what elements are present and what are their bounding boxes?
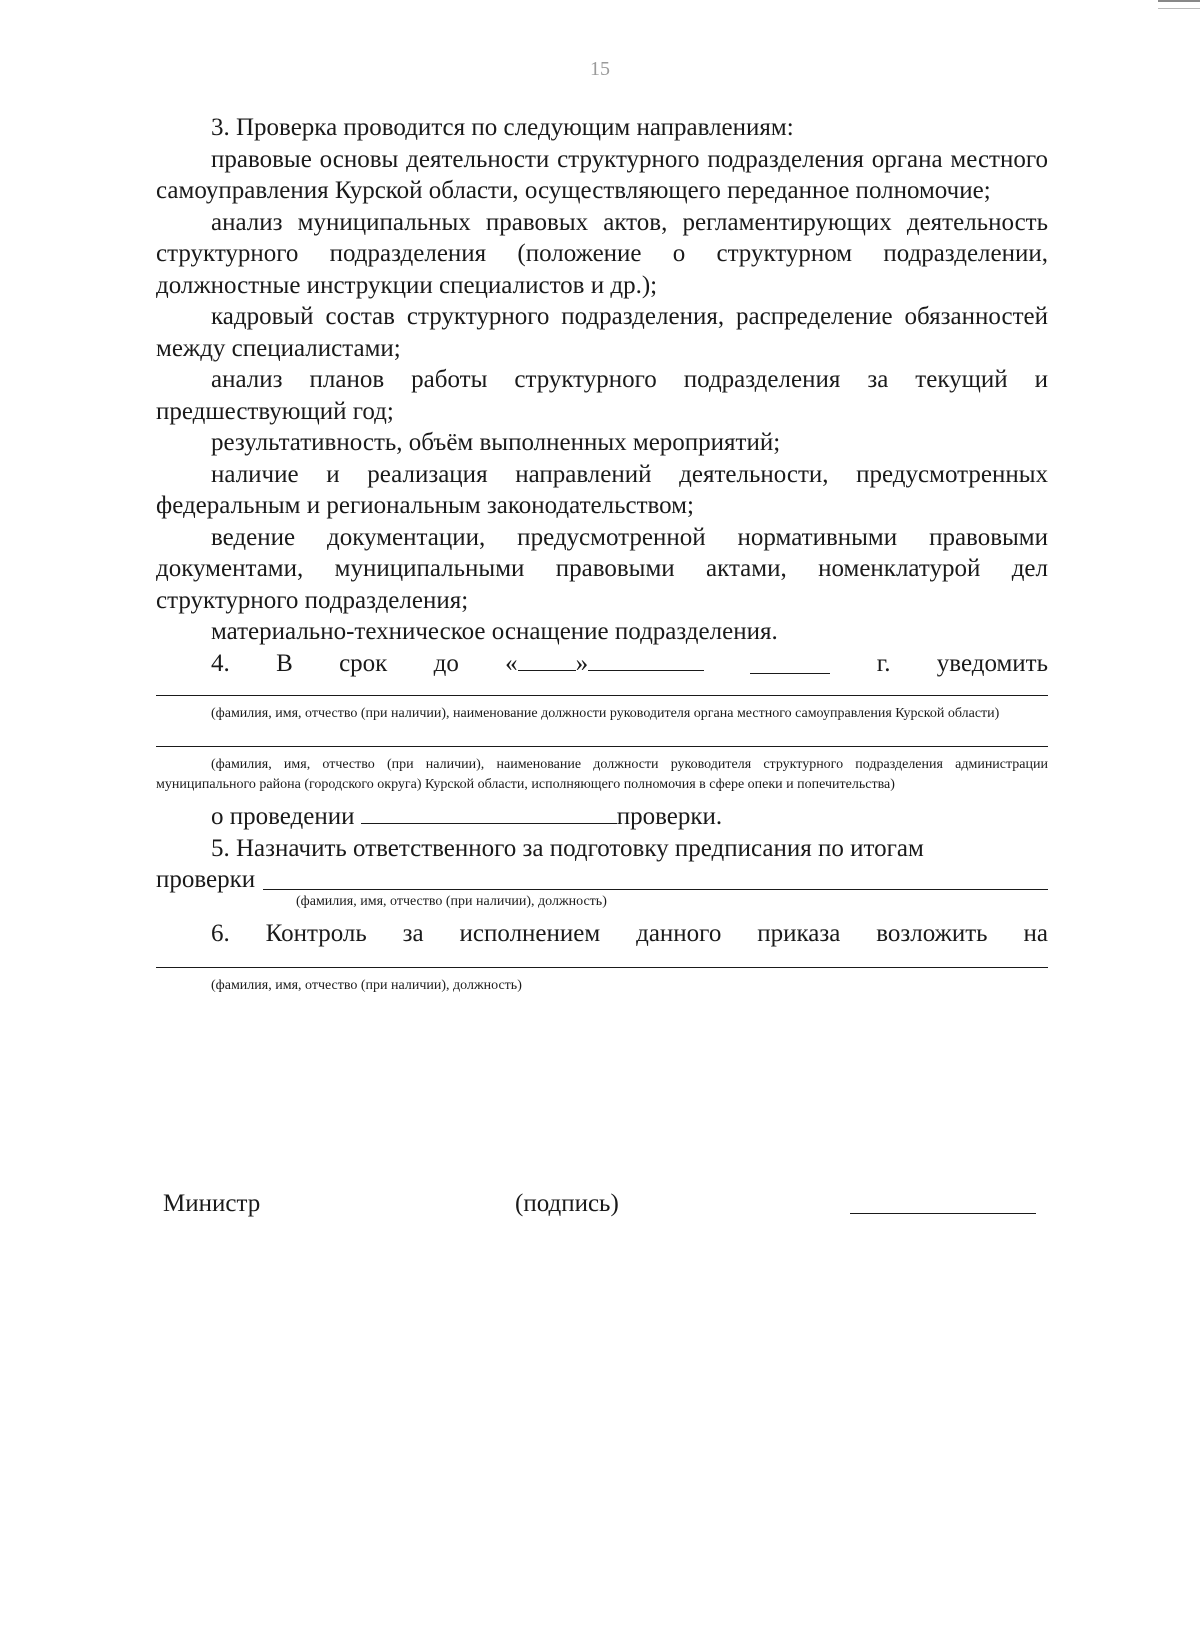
section6-word: на — [1023, 919, 1048, 947]
section3-item: анализ муниципальных правовых актов, регламентирующих деятельность структурного подразделения (положение о структурном подразделении, должностные инструкции специалистов и др.); — [156, 208, 1048, 299]
section4-line — [156, 648, 1048, 680]
year-blank — [750, 651, 830, 674]
caption-head-of-department: (фамилия, имя, отчество (при наличии), наименование должности руководителя структурного подразделения администрации муниципального района (городского округа) Курской области, исполняющего полномочия в сфере опеки и попечительства) — [156, 757, 1048, 792]
caption-responsible: (фамилия, имя, отчество (при наличии), должность) — [296, 893, 607, 909]
date-field — [505, 648, 704, 680]
section6-word: возложить — [876, 919, 988, 947]
document-body — [156, 112, 1048, 996]
section6-word: за — [402, 919, 424, 947]
page-number: 15 — [590, 58, 610, 80]
section4-number: 4. — [211, 649, 230, 677]
about-suffix: проверки. — [616, 803, 723, 830]
section4-word: до — [433, 649, 459, 677]
section3-item: кадровый состав структурного подразделения, распределение обязанностей между специалистами; — [156, 303, 1048, 362]
section6-number: 6. — [211, 919, 230, 947]
signature-name-blank — [850, 1213, 1036, 1214]
caption-head-of-government: (фамилия, имя, отчество (при наличии), наименование должности руководителя органа местного самоуправления Курской области) — [211, 706, 1000, 721]
quote-close: » — [575, 649, 589, 677]
section6-word: исполнением — [459, 919, 601, 947]
quote-open: « — [505, 649, 518, 677]
section3-item: материально-техническое оснащение подразделения. — [211, 618, 778, 645]
fill-line-head-of-department — [156, 746, 1048, 747]
about-line — [156, 801, 1048, 833]
signatory-title: Министр — [163, 1190, 261, 1217]
section5-line: 5. Назначить ответственного за подготовку предписания по итогам — [211, 834, 924, 862]
caption-controller: (фамилия, имя, отчество (при наличии), должность) — [211, 978, 522, 993]
about-prefix: о проведении — [211, 803, 355, 830]
section6-word: Контроль — [265, 919, 367, 947]
fill-line-controller — [156, 967, 1048, 968]
section4-word: срок — [339, 649, 388, 677]
section6-word: данного — [636, 919, 722, 947]
section3-item: правовые основы деятельности структурного подразделения органа местного самоуправления Курской области, осуществляющего переданное полномочие; — [156, 145, 1048, 204]
section3-item: анализ планов работы структурного подразделения за текущий и предшествующий год; — [156, 366, 1048, 425]
scan-edge-mark — [1158, 0, 1200, 9]
fill-line-head-of-government — [156, 695, 1048, 696]
month-blank — [588, 648, 704, 671]
section6-word: приказа — [757, 919, 841, 947]
section6-line — [156, 918, 1048, 950]
signature-placeholder: (подпись) — [515, 1190, 619, 1217]
day-blank — [518, 648, 576, 671]
section3-item: результативность, объём выполненных мероприятий; — [211, 429, 781, 456]
section3-item: ведение документации, предусмотренной нормативными правовыми документами, муниципальными правовыми актами, номенклатурой дел структурного подразделения; — [156, 523, 1048, 614]
section3-heading: 3. Проверка проводится по следующим направлениям: — [211, 114, 794, 141]
section4-word: В — [276, 649, 293, 677]
responsible-blank — [263, 867, 1048, 890]
about-blank — [361, 801, 617, 824]
section5-prefix: проверки — [156, 866, 256, 893]
section3-item: наличие и реализация направлений деятельности, предусмотренных федеральным и региональным законодательством; — [156, 460, 1048, 519]
section4-verb: уведомить — [936, 649, 1048, 677]
year-abbrev: г. — [876, 649, 891, 677]
